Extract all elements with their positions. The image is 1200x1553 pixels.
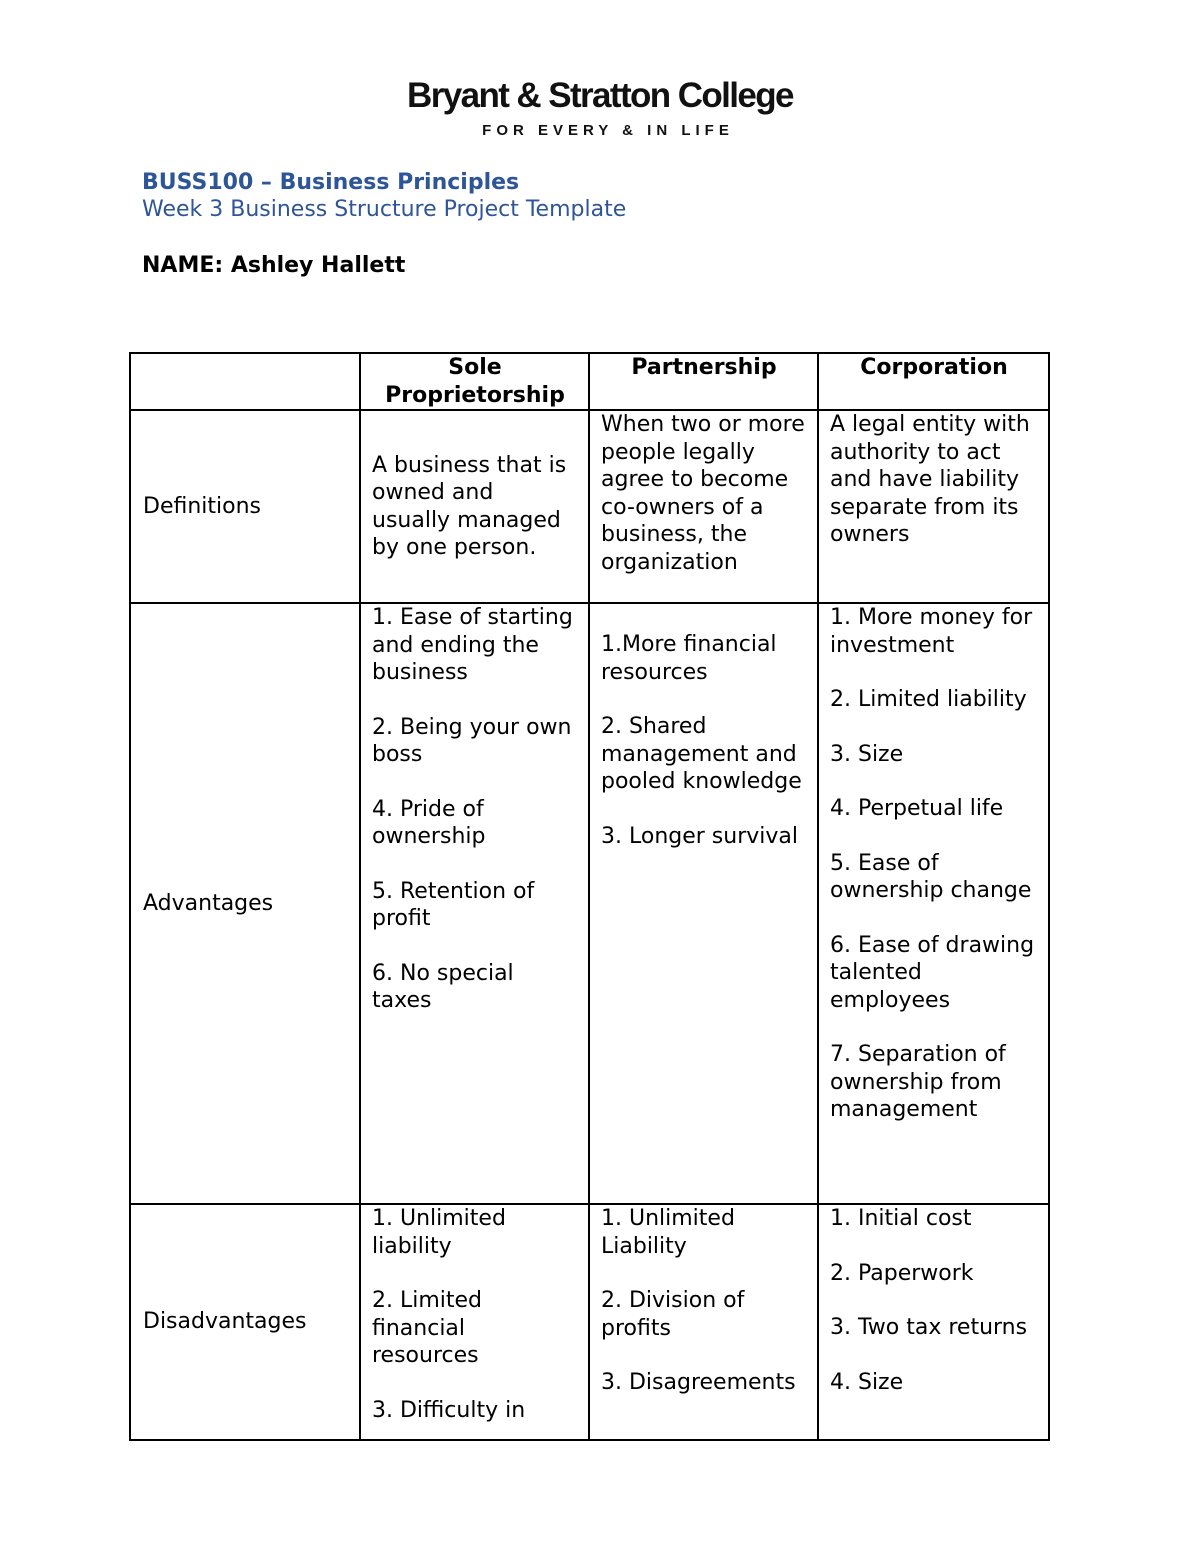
- list-item: 3. Longer survival: [601, 823, 798, 849]
- list-item: 4. Pride of ownership: [372, 796, 486, 849]
- list-item: 1. Initial cost: [830, 1206, 972, 1231]
- disadvantages-row: [130, 1204, 1049, 1440]
- list-item: 2. Limited financial resources: [372, 1288, 483, 1368]
- disadvantages-partnership: [589, 1204, 818, 1440]
- list-item: 5. Retention of profit: [372, 878, 535, 931]
- definition-corporation-text: A legal entity with authority to act and have liability separate from its owners: [830, 412, 1030, 547]
- list-item: 3. Difficulty in: [372, 1397, 526, 1423]
- header-cell-sole-proprietorship: Sole Proprietorship: [360, 353, 589, 410]
- definition-partnership: [589, 410, 818, 603]
- list-item: 3. Disagreements: [601, 1370, 796, 1395]
- list-item: 3. Two tax returns: [830, 1315, 1028, 1340]
- list-item: 2. Division of profits: [601, 1288, 745, 1341]
- list-item: 5. Ease of ownership change: [830, 850, 1032, 903]
- list-item: 2. Limited liability: [830, 687, 1027, 712]
- advantages-partnership: [589, 603, 818, 1204]
- definition-partnership-text: When two or more people legally agree to become co-owners of a business, the organization: [601, 412, 805, 575]
- list-item: 2. Being your own boss: [372, 714, 572, 767]
- advantages-sole: [360, 603, 589, 1204]
- header-cell-partnership: Partnership: [589, 353, 818, 410]
- student-name: NAME: Ashley Hallett: [142, 253, 406, 278]
- business-structure-table: [129, 352, 1050, 1441]
- college-logo: [0, 74, 1200, 139]
- definition-sole-text: A business that is owned and usually managed by one person.: [372, 452, 567, 560]
- list-item: 1. Unlimited liability: [372, 1206, 506, 1259]
- list-item: 1.More financial resources: [601, 632, 777, 685]
- row-label-advantages: Advantages: [130, 603, 360, 1204]
- row-label-definitions: Definitions: [130, 410, 360, 603]
- definitions-row: [130, 410, 1049, 603]
- header-row: [130, 353, 1049, 410]
- list-item: 6. No special taxes: [372, 960, 514, 1013]
- project-title: Week 3 Business Structure Project Template: [142, 197, 627, 222]
- disadvantages-corporation: [818, 1204, 1049, 1440]
- definition-sole: [360, 410, 589, 603]
- list-item: 1. Unlimited Liability: [601, 1206, 735, 1259]
- disadvantages-sole: [360, 1204, 589, 1440]
- course-title: BUSS100 – Business Principles: [142, 170, 520, 195]
- header-cell-blank: [130, 353, 360, 410]
- list-item: 4. Size: [830, 1369, 904, 1395]
- row-label-disadvantages: Disadvantages: [130, 1204, 360, 1440]
- list-item: 7. Separation of ownership from management: [830, 1042, 1006, 1122]
- list-item: 2. Shared management and pooled knowledge: [601, 714, 802, 794]
- college-name: Bryant & Stratton College: [407, 76, 793, 115]
- college-tagline: FOR EVERY & IN LIFE: [482, 122, 734, 139]
- list-item: 4. Perpetual life: [830, 796, 1004, 821]
- advantages-corporation: [818, 603, 1049, 1204]
- advantages-row: [130, 603, 1049, 1204]
- list-item: 1. More money for investment: [830, 605, 1033, 658]
- definition-corporation: [818, 410, 1049, 603]
- list-item: 1. Ease of starting and ending the business: [372, 605, 573, 685]
- list-item: 3. Size: [830, 741, 904, 767]
- list-item: 2. Paperwork: [830, 1260, 974, 1286]
- list-item: 6. Ease of drawing talented employees: [830, 932, 1035, 1013]
- header-cell-corporation: Corporation: [818, 353, 1049, 410]
